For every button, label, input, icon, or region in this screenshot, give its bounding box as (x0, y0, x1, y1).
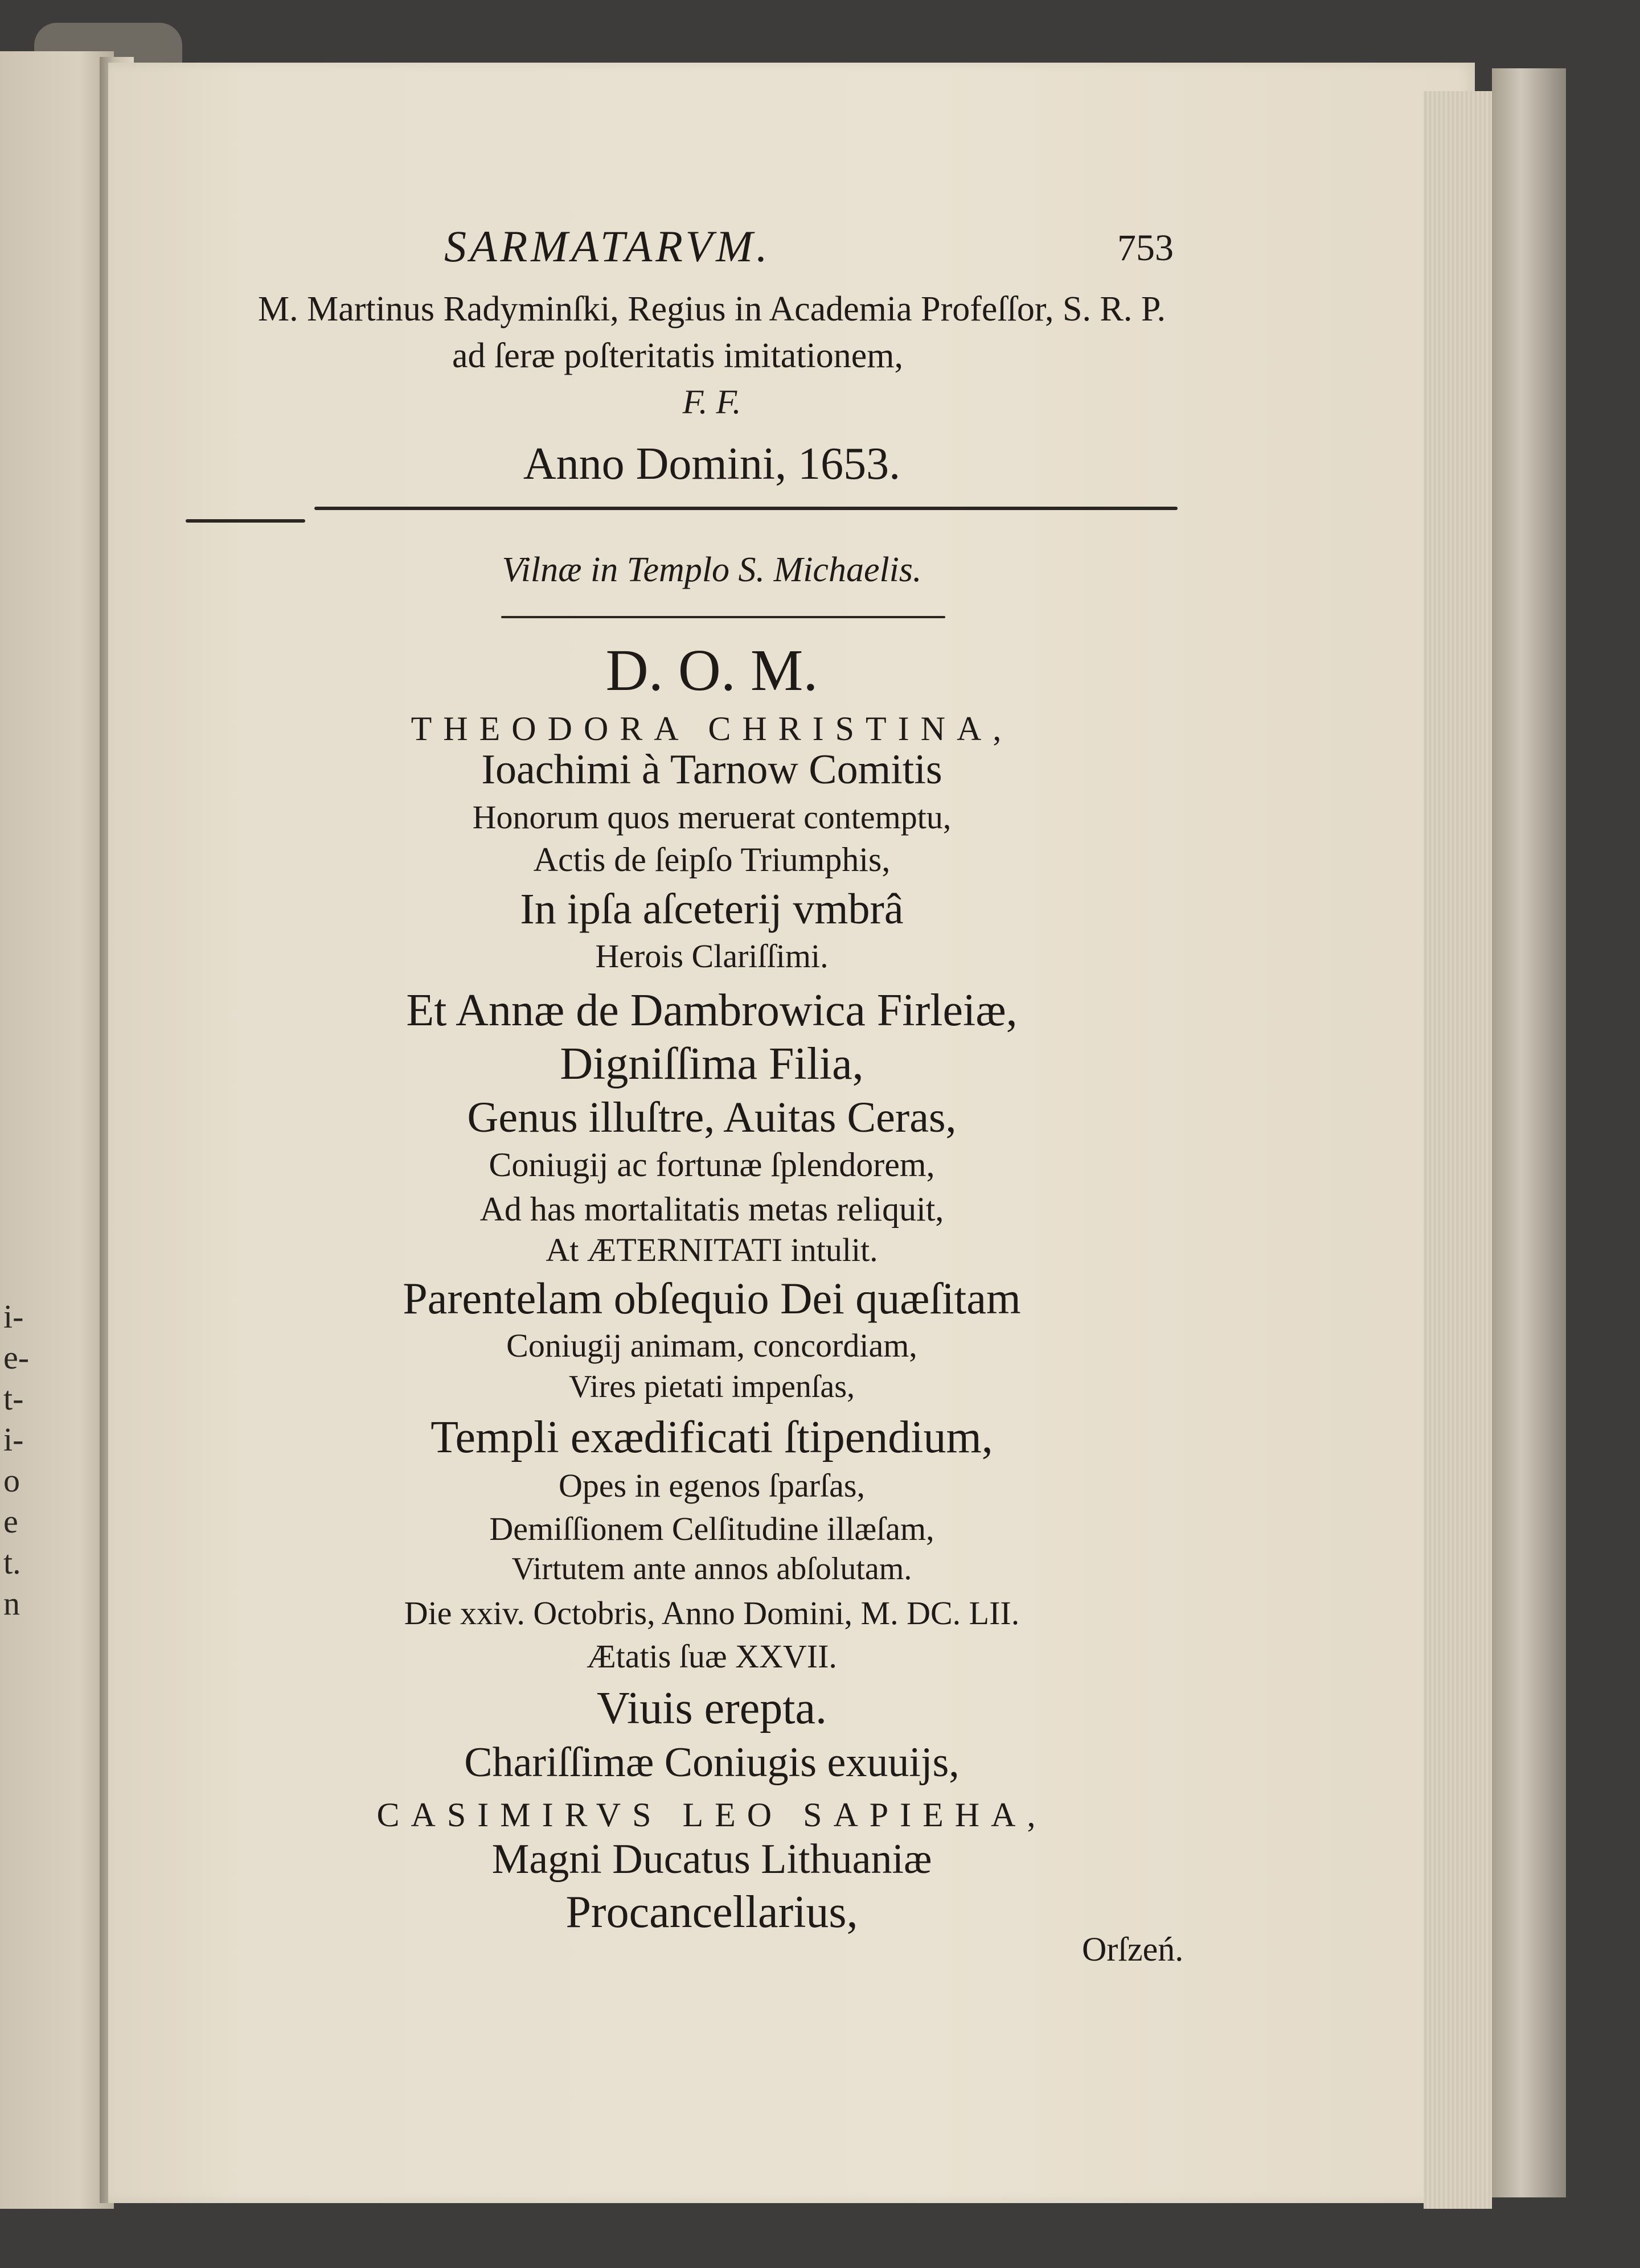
inscription-line: Honorum quos meruerat contemptu, (472, 799, 952, 836)
inscription-line: Coniugij ac fortunæ ſplendorem, (489, 1146, 935, 1184)
inscription-line: Ad has mortalitatis metas reliquit, (479, 1190, 944, 1228)
inscription-line: Parentelam obſequio Dei quæſitam (403, 1273, 1021, 1323)
inscription-line: In ipſa aſceterij vmbrâ (520, 885, 904, 933)
inscription-line: Vires pietati impenſas, (568, 1369, 855, 1404)
inscription-line: CASIMIRVS LEO SAPIEHA, (376, 1796, 1047, 1834)
inscription-line: Herois Clariſſimi. (595, 938, 829, 975)
ff-line: F. F. (682, 383, 741, 421)
inscription-line: Demiſſionem Celſitudine illæſam, (489, 1510, 934, 1547)
left-page-fragment: t. (3, 1544, 21, 1581)
left-page-fragment: e (3, 1503, 18, 1540)
left-page-fragment: i- (3, 1421, 24, 1458)
running-head: SARMATARVM. (444, 221, 771, 271)
author-line: M. Martinus Radyminſki, Regius in Academia Profeſſor, S. R. P. (258, 290, 1166, 328)
inscription-line: Genus illuſtre, Auitas Ceras, (467, 1094, 957, 1141)
page-edges (1424, 91, 1492, 2209)
inscription-line: THEODORA CHRISTINA, (411, 710, 1013, 747)
year-line: Anno Domini, 1653. (523, 439, 901, 489)
inscription-line: Templi exædificati ſtipendium, (430, 1412, 993, 1462)
section-heading: Vilnæ in Templo S. Michaelis. (502, 550, 922, 589)
purpose-line: ad ſeræ poſteritatis imitationem, (452, 336, 904, 375)
rule-under-heading (501, 616, 945, 618)
inscription-line: At ÆTERNITATI intulit. (546, 1231, 878, 1268)
inscription-line: Ætatis ſuæ XXVII. (587, 1638, 837, 1675)
inscription-line: Ioachimi à Tarnow Comitis (481, 746, 942, 793)
left-page-fragment: n (3, 1585, 20, 1622)
left-page-fragment: t- (3, 1380, 24, 1417)
left-page-fragment: i- (3, 1298, 24, 1335)
inscription-line: Virtutem ante annos abſolutam. (511, 1551, 912, 1587)
inscription-line: Viuis erepta. (597, 1683, 827, 1733)
inscription-line: Die xxiv. Octobris, Anno Domini, M. DC. LII. (404, 1595, 1020, 1632)
inscription-line: Chariſſimæ Coniugis exuuijs, (464, 1739, 960, 1786)
inscription-line: Procancellarius, (565, 1887, 858, 1937)
inscription-line: Et Annæ de Dambrowica Firleiæ, (406, 985, 1018, 1036)
inscription-line: Opes in egenos ſparſas, (559, 1467, 865, 1504)
inscription-line: Magni Ducatus Lithuaniæ (491, 1836, 932, 1883)
left-page-fragment: e- (3, 1339, 30, 1376)
rule-left (186, 519, 305, 523)
inscription-line: Actis de ſeipſo Triumphis, (533, 841, 891, 878)
dom-heading: D. O. M. (605, 638, 818, 703)
inscription-line: Digniſſima Filia, (560, 1039, 864, 1089)
page-number: 753 (1117, 227, 1174, 269)
catchword: Orſzeń. (1082, 1930, 1184, 1968)
left-page-fragment: o (3, 1462, 20, 1499)
left-page-edge (0, 51, 114, 2209)
inscription-line: Coniugij animam, concordiam, (506, 1327, 917, 1364)
rule-main (314, 507, 1178, 510)
book-cover-edge (1492, 68, 1566, 2197)
